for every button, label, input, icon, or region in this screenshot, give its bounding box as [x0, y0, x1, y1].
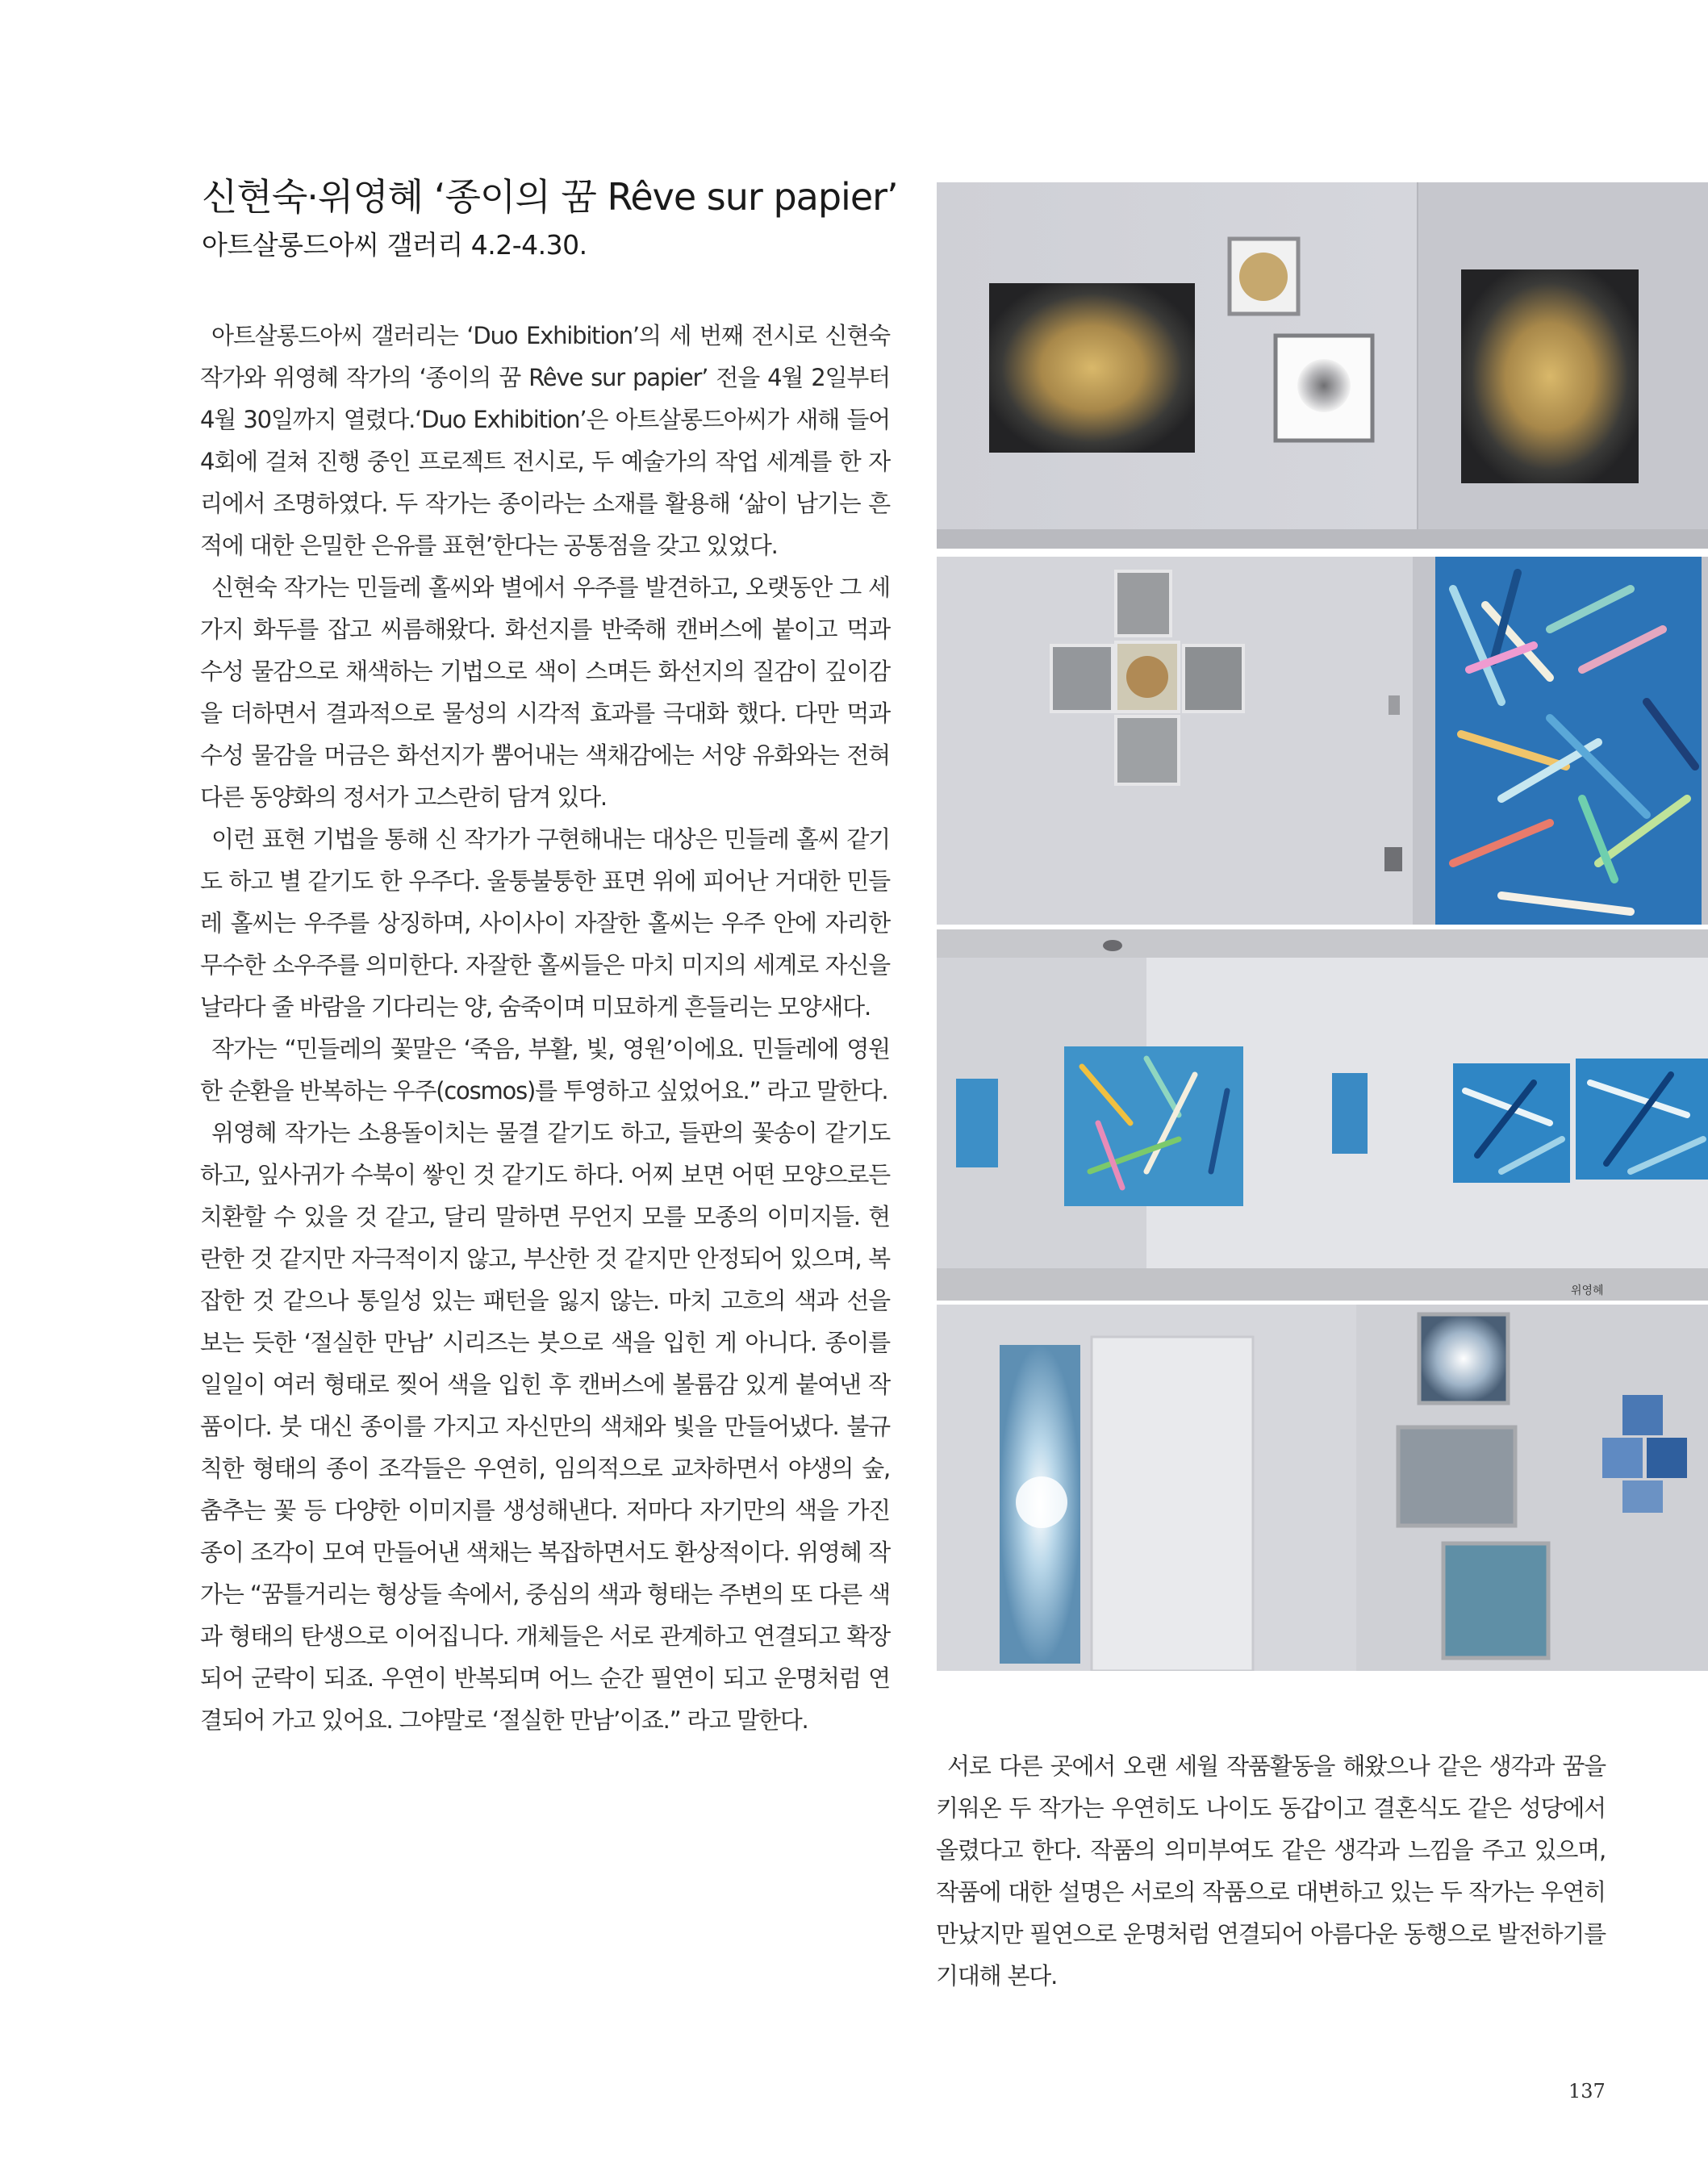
exhibition-photo-1	[937, 182, 1708, 549]
wall-caption: 위영혜	[1571, 1284, 1604, 1297]
exhibition-photo-3	[937, 929, 1708, 1301]
exhibition-photo-4	[937, 1305, 1708, 1671]
page-number: 137	[1568, 2080, 1606, 2103]
article-title: 신현숙·위영혜 ‘종이의 꿈 Rêve sur papier’	[202, 175, 898, 219]
article-body-left	[200, 315, 890, 1741]
paragraph: 아트살롱드아씨 갤러리는 ‘Duo Exhibition’의 세 번째 전시로 신현숙 작가와 위영혜 작가의 ‘종이의 꿈 Rêve sur papier’ 전을 4월 2일부터 4월 30일까지 열렸다.‘Duo Exhibition’은 아트살롱드아씨가 새해 들어 4회에 걸쳐 진행 중인 프로젝트 전시로, 두 예술가의 작업 세계를 한 자리에서 조명하였다. 두 작가는 종이라는 소재를 활용해 ‘삶이 남기는 흔적에 대한 은밀한 은유를 표현’한다는 공통점을 갖고 있었다.	[200, 322, 890, 559]
article-body-right	[936, 1745, 1606, 1997]
paragraph: 이런 표현 기법을 통해 신 작가가 구현해내는 대상은 민들레 홀씨 같기도 하고 별 같기도 한 우주다. 울퉁불퉁한 표면 위에 피어난 거대한 민들레 홀씨는 우주를 상징하며, 사이사이 자잘한 홀씨는 우주 안에 자리한 무수한 소우주를 의미한다. 자잘한 홀씨들은 마치 미지의 세계로 자신을 날라다 줄 바람을 기다리는 양, 숨죽이며 미묘하게 흔들리는 모양새다.	[200, 825, 890, 1021]
paragraph: 작가는 “민들레의 꽃말은 ‘죽음, 부활, 빛, 영원’이에요. 민들레에 영원한 순환을 반복하는 우주(cosmos)를 투영하고 싶었어요.” 라고 말한다.	[200, 1035, 890, 1105]
exhibition-venue-dates: 아트살롱드아씨 갤러리 4.2-4.30.	[202, 229, 587, 261]
exhibition-photo-2	[937, 557, 1708, 925]
paragraph: 신현숙 작가는 민들레 홀씨와 별에서 우주를 발견하고, 오랫동안 그 세 가지 화두를 잡고 씨름해왔다. 화선지를 반죽해 캔버스에 붙이고 먹과 수성 물감으로 채색하는 기법으로 색이 스며든 화선지의 질감이 깊이감을 더하면서 결과적으로 물성의 시각적 효과를 극대화 했다. 다만 먹과 수성 물감을 머금은 화선지가 뿜어내는 색채감에는 서양 유화와는 전혀 다른 동양화의 정서가 고스란히 담겨 있다.	[200, 574, 890, 811]
paragraph: 서로 다른 곳에서 오랜 세월 작품활동을 해왔으나 같은 생각과 꿈을 키워온 두 작가는 우연히도 나이도 동갑이고 결혼식도 같은 성당에서 올렸다고 한다. 작품의 의미부여도 같은 생각과 느낌을 주고 있으며, 작품에 대한 설명은 서로의 작품으로 대변하고 있는 두 작가는 우연히 만났지만 필연으로 운명처럼 연결되어 아름다운 동행으로 발전하기를 기대해 본다.	[936, 1752, 1606, 1990]
paragraph: 위영혜 작가는 소용돌이치는 물결 같기도 하고, 들판의 꽃송이 같기도 하고, 잎사귀가 수북이 쌓인 것 같기도 하다. 어찌 보면 어떤 모양으로든 치환할 수 있을 것 같고, 달리 말하면 무언지 모를 모종의 이미지들. 현란한 것 같지만 자극적이지 않고, 부산한 것 같지만 안정되어 있으며, 복잡한 것 같으나 통일성 있는 패턴을 잃지 않는. 마치 고흐의 색과 선을 보는 듯한 ‘절실한 만남’ 시리즈는 붓으로 색을 입힌 게 아니다. 종이를 일일이 여러 형태로 찢어 색을 입힌 후 캔버스에 볼륨감 있게 붙여낸 작품이다. 붓 대신 종이를 가지고 자신만의 색채와 빛을 만들어냈다. 불규칙한 형태의 종이 조각들은 우연히, 임의적으로 교차하면서 야생의 숲, 춤추는 꽃 등 다양한 이미지를 생성해낸다. 저마다 자기만의 색을 가진 종이 조각이 모여 만들어낸 색채는 복잡하면서도 환상적이다. 위영혜 작가는 “꿈틀거리는 형상들 속에서, 중심의 색과 형태는 주변의 또 다른 색과 형태의 탄생으로 이어집니다. 개체들은 서로 관계하고 연결되고 확장되어 군락이 되죠. 우연이 반복되며 어느 순간 필연이 되고 운명처럼 연결되어 가고 있어요. 그야말로 ‘절실한 만남’이죠.” 라고 말한다.	[200, 1119, 890, 1734]
